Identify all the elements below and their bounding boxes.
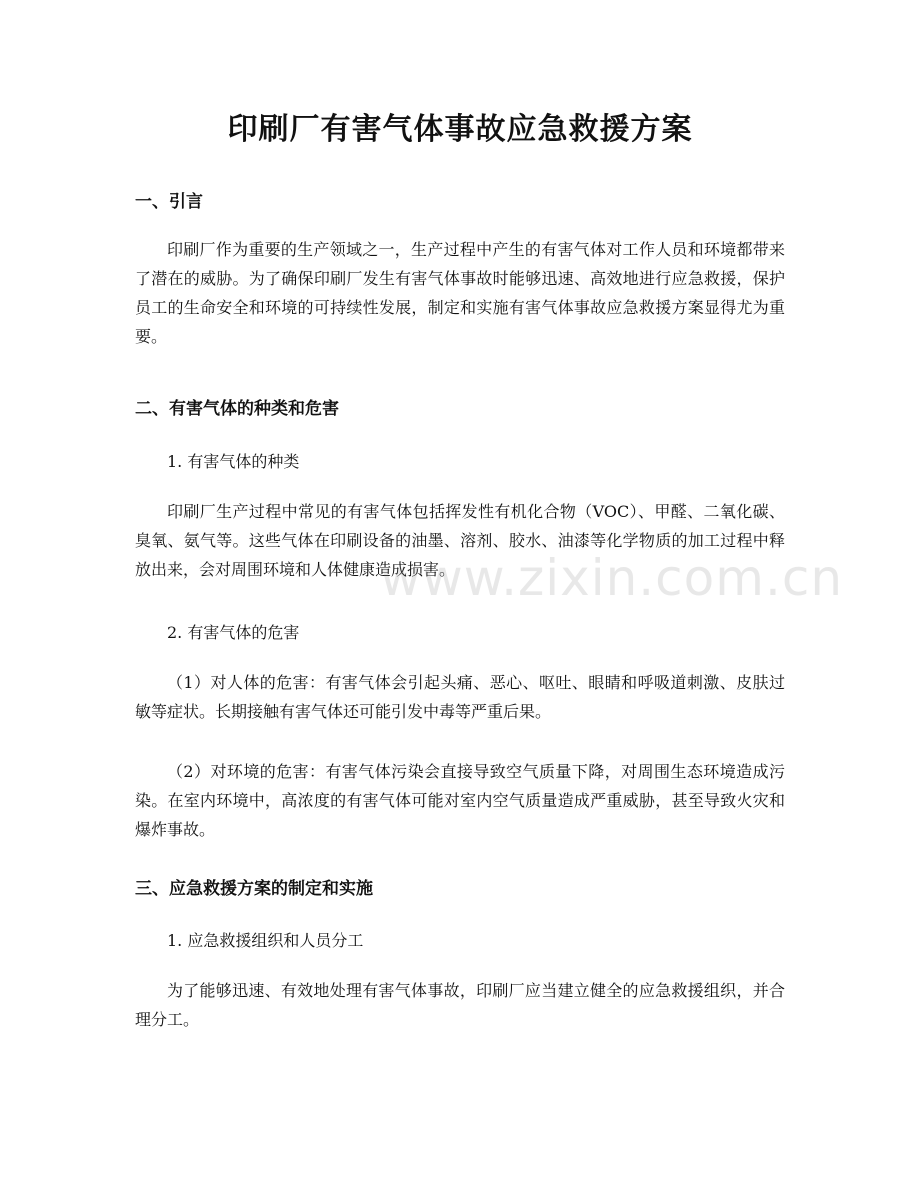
hazard-item-environment: （2）对环境的危害：有害气体污染会直接导致空气质量下降，对周围生态环境造成污染。在室内环境中，高浓度的有害气体可能对室内空气质量造成严重威胁，甚至导致火灾和爆炸事故。 bbox=[135, 762, 785, 839]
gas-types-paragraph: 印刷厂生产过程中常见的有害气体包括挥发性有机化合物（VOC）、甲醛、二氧化碳、臭氧、氨气等。这些气体在印刷设备的油墨、溶剂、胶水、油漆等化学物质的加工过程中释放出来，会对周围环境和人体健康造成损害。 bbox=[135, 502, 785, 579]
introduction-paragraph: 印刷厂作为重要的生产领域之一，生产过程中产生的有害气体对工作人员和环境都带来了潜在的威胁。为了确保印刷厂发生有害气体事故时能够迅速、高效地进行应急救援，保护员工的生命安全和环境的可持续性发展，制定和实施有害气体事故应急救援方案显得尤为重要。 bbox=[135, 240, 785, 346]
document-title: 印刷厂有害气体事故应急救援方案 bbox=[227, 112, 693, 147]
subheading-gas-types: 1. 有害气体的种类 bbox=[167, 452, 300, 471]
section-heading-introduction: 一、引言 bbox=[135, 192, 203, 212]
section-heading-gas-types-hazards: 二、有害气体的种类和危害 bbox=[135, 399, 339, 419]
subheading-gas-hazards: 2. 有害气体的危害 bbox=[167, 623, 300, 642]
hazard-item-human: （1）对人体的危害：有害气体会引起头痛、恶心、呕吐、眼睛和呼吸道刺激、皮肤过敏等症状。长期接触有害气体还可能引发中毒等严重后果。 bbox=[135, 673, 785, 721]
organization-paragraph: 为了能够迅速、有效地处理有害气体事故，印刷厂应当建立健全的应急救援组织，并合理分工。 bbox=[135, 981, 785, 1029]
watermark: www.zixin.com.cn bbox=[380, 549, 844, 607]
section-heading-plan: 三、应急救援方案的制定和实施 bbox=[135, 879, 373, 899]
subheading-organization: 1. 应急救援组织和人员分工 bbox=[167, 931, 364, 950]
